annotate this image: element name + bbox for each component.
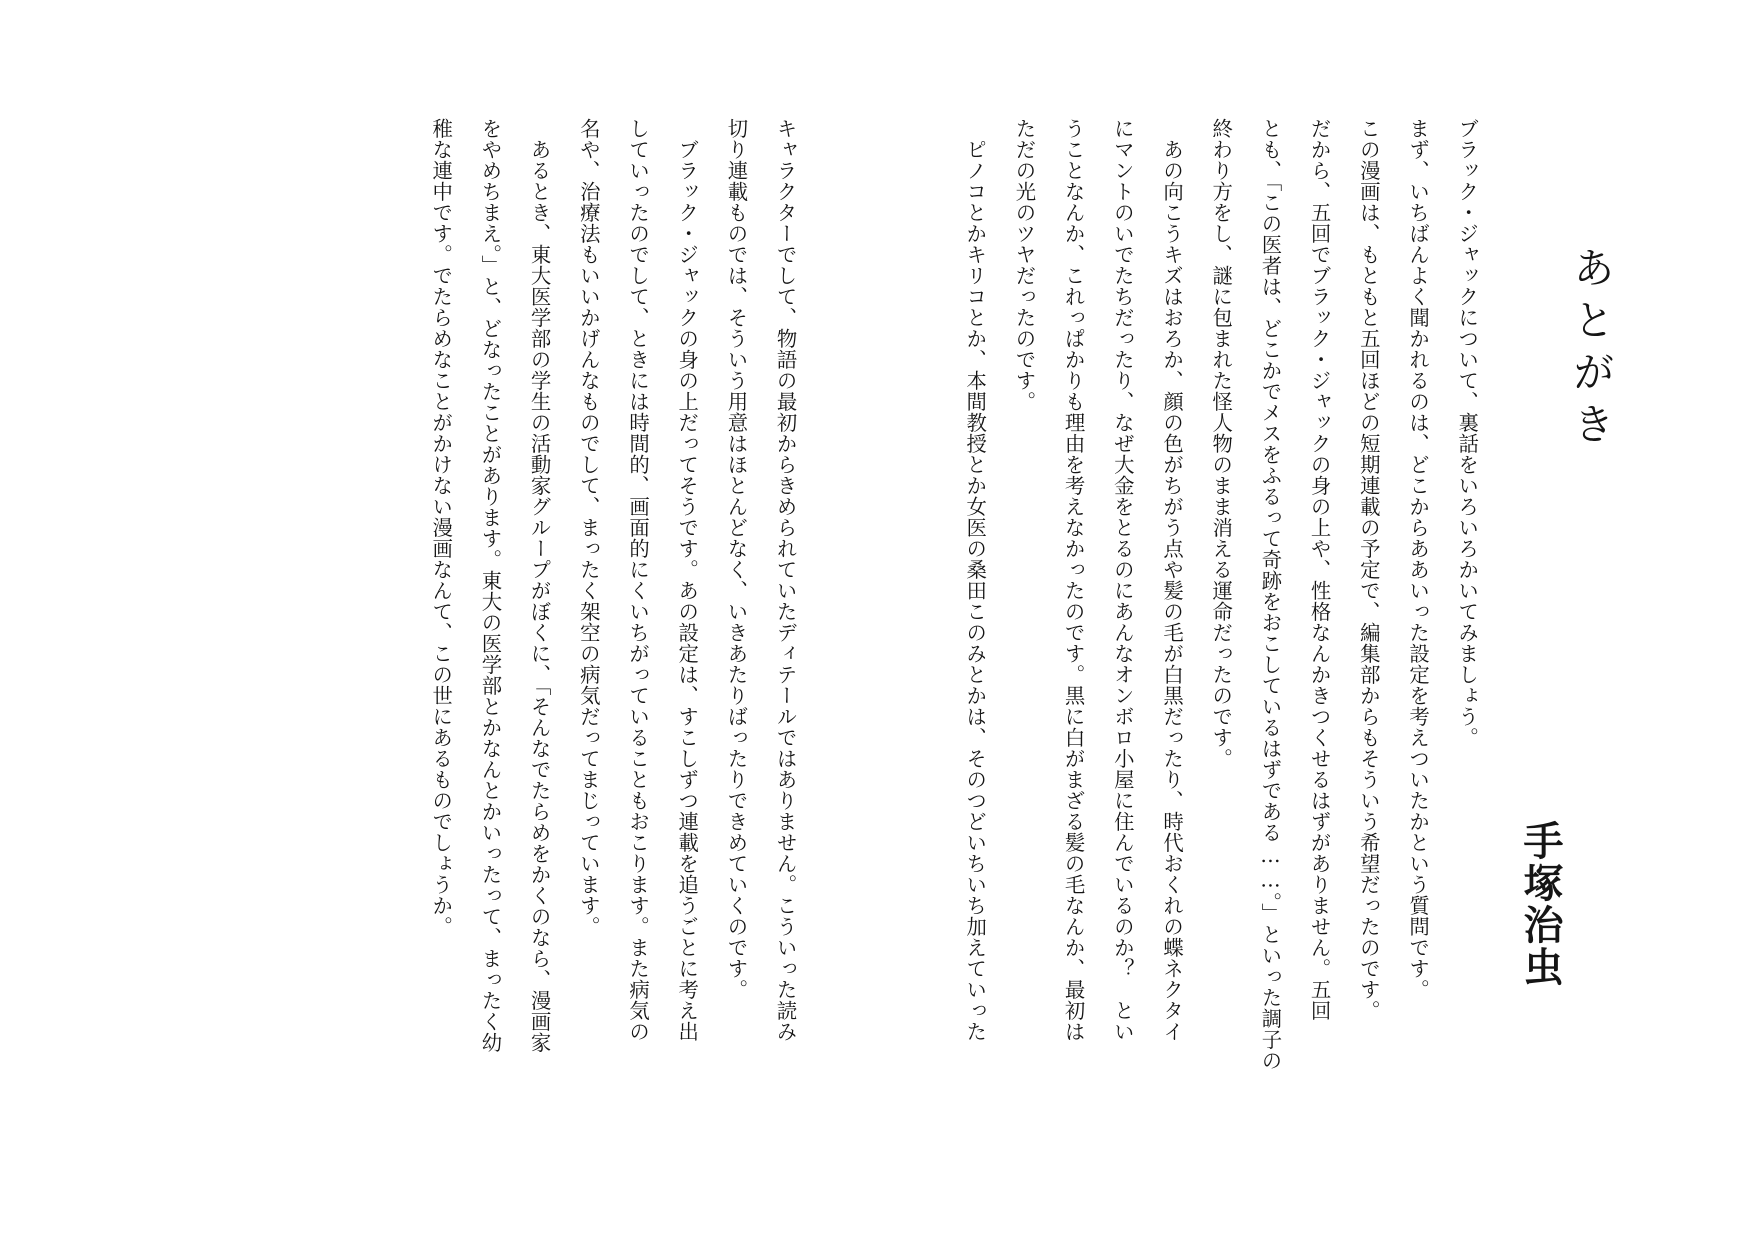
text-line: ブラック・ジャックの身の上だってそうです。あの設定は、すこしずつ連載を追うごとに考え出 — [675, 118, 700, 1042]
text-line: をやめちまえ。」と、どなったことがあります。東大の医学部とかなんとかいったって、まったく幼 — [478, 118, 503, 1053]
text-line: 切り連載ものでは、そういう用意はほとんどなく、いきあたりばったりできめていくのです。 — [724, 118, 749, 1000]
text-line: ただの光のツヤだったのです。 — [1012, 118, 1037, 412]
text-line: 名や、治療法もいいかげんなものでして、まったく架空の病気だってまじっています。 — [576, 118, 601, 937]
text-line: ピノコとかキリコとか、本間教授とか女医の桑田このみとかは、そのつどいちいち加えていった — [963, 118, 988, 1042]
text-line: あの向こうキズはおろか、顔の色がちがう点や髪の毛が白黒だったり、時代おくれの蝶ネクタイ — [1160, 118, 1185, 1042]
text-line: まず、いちばんよく聞かれるのは、どこからああいった設定を考えついたかという質問です。 — [1406, 118, 1431, 1000]
text-line: この漫画は、もともと五回ほどの短期連載の予定で、編集部からもそういう希望だったのです。 — [1356, 118, 1381, 1021]
text-line: にマントのいでたちだったり、なぜ大金をとるのにあんなオンボロ小屋に住んでいるのか？ とい — [1110, 118, 1135, 1042]
text-line: うことなんか、これっぱかりも理由を考えなかったのです。黒に白がまざる髪の毛なんか、最初は — [1061, 118, 1086, 1042]
page-title: あとがき — [1567, 246, 1616, 454]
text-line: 終わり方をし、謎に包まれた怪人物のまま消える運命だったのです。 — [1209, 118, 1234, 769]
text-block-right — [950, 118, 1491, 1071]
author-name: 手塚治虫 — [1517, 820, 1564, 988]
text-line: キャラクターでして、物語の最初からきめられていたディテールではありません。こういった読み — [773, 118, 798, 1042]
text-line: 稚な連中です。でたらめなことがかけない漫画なんて、この世にあるものでしょうか。 — [429, 118, 454, 937]
text-line: とも、「この医者は、どこかでメスをふるって奇跡をおこしているはずである……。」といった調子の — [1258, 118, 1283, 1071]
text-line: ブラック・ジャックについて、裏話をいろいろかいてみましょう。 — [1455, 118, 1480, 748]
text-line: あるとき、東大医学部の学生の活動家グループがぼくに、「そんなでたらめをかくのなら、漫画家 — [527, 118, 552, 1053]
text-line: していったのでして、ときには時間的、画面的にくいちがっていることもおこります。また病気の — [626, 118, 651, 1042]
text-block-left — [416, 118, 810, 1053]
text-line: だから、五回でブラック・ジャックの身の上や、性格なんかきつくせるはずがありません。五回 — [1307, 118, 1332, 1021]
